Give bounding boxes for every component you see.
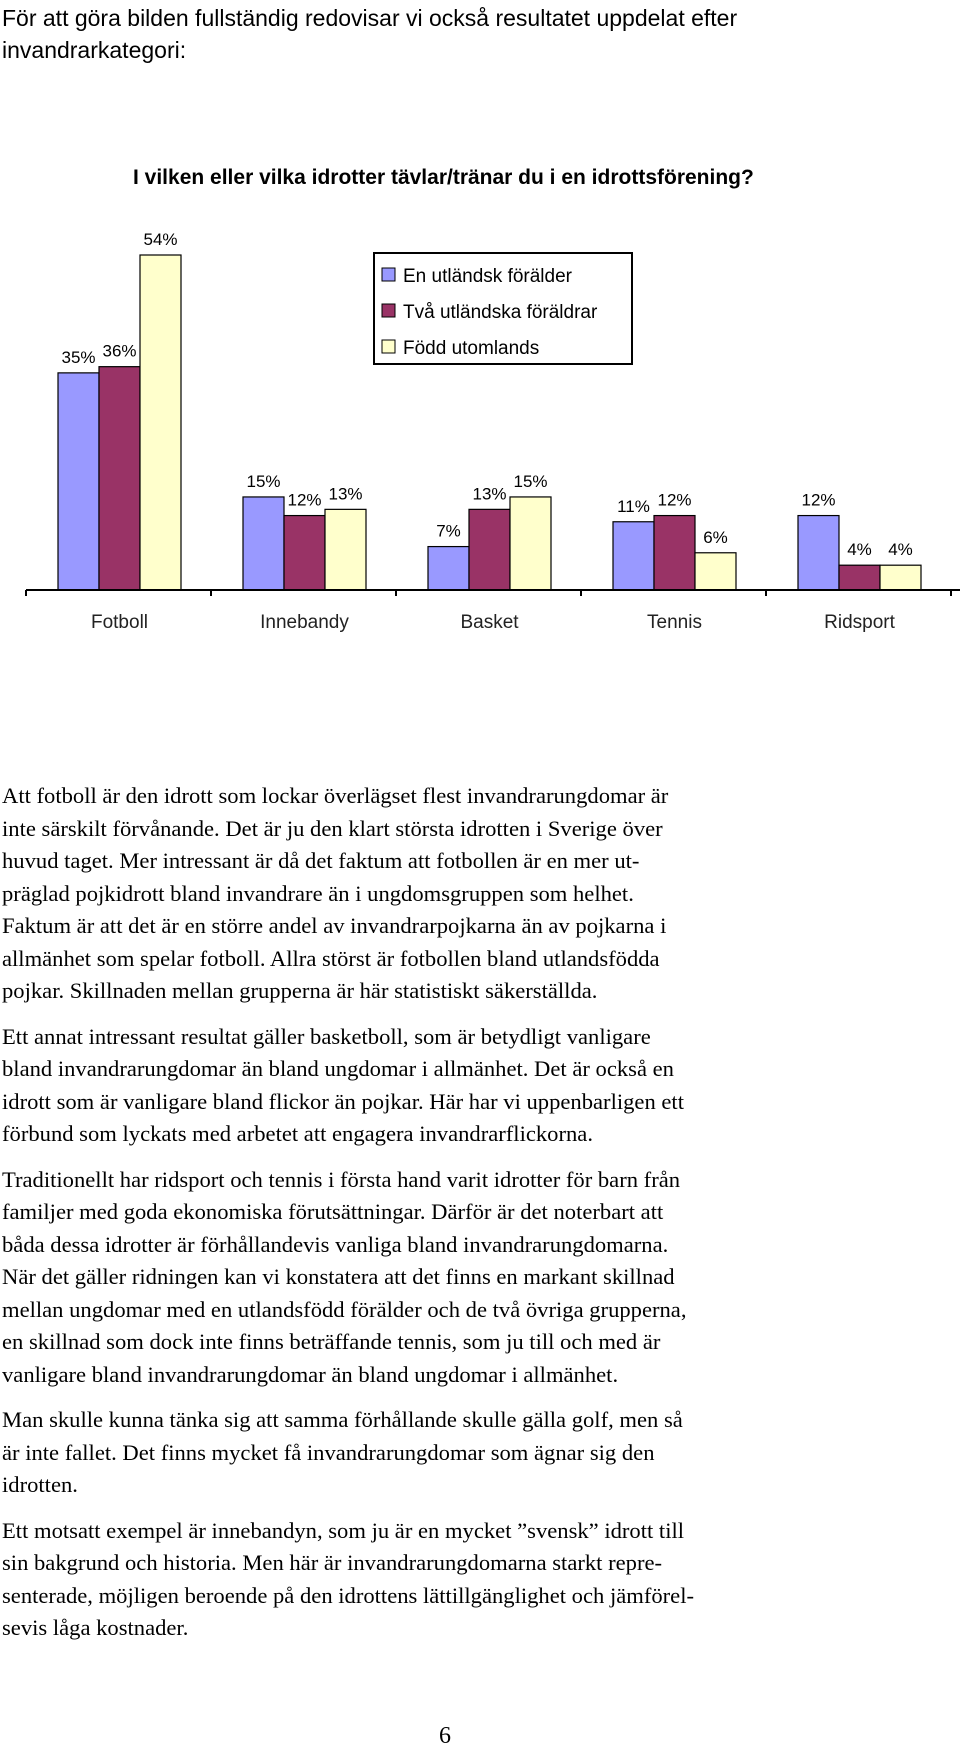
intro-line: invandrarkategori: — [2, 37, 187, 63]
text-line: är inte fallet. Det finns mycket få invandrarungdomar som ägnar sig den — [2, 1439, 655, 1465]
text-line: När det gäller ridningen kan vi konstatera att det finns en markant skillnad — [2, 1264, 675, 1289]
bar-chart — [0, 150, 960, 650]
x-tick-label: Ridsport — [824, 612, 895, 633]
bar — [839, 565, 880, 590]
paragraph — [2, 1164, 852, 1392]
page-number: 6 — [439, 1723, 451, 1749]
x-tick-label: Innebandy — [260, 612, 349, 633]
bar — [798, 516, 839, 590]
text-line: idrotten. — [2, 1472, 78, 1497]
x-axis — [26, 590, 960, 633]
paragraph — [2, 1404, 852, 1502]
bar — [99, 367, 140, 590]
text-line: idrott som är vanligare bland flickor än pojkar. Här har vi uppenbarligen ett — [2, 1088, 684, 1114]
text-line: allmänhet som spelar fotboll. Allra störst är fotbollen bland utlandsfödda — [2, 945, 660, 971]
bar — [243, 497, 284, 590]
text-line: Ett annat intressant resultat gäller basketboll, som är betydligt vanligare — [2, 1023, 651, 1049]
bar — [654, 516, 695, 590]
bar — [695, 553, 736, 590]
text-line: pojkar. Skillnaden mellan grupperna är här statistiskt säkerställda. — [2, 978, 598, 1003]
x-tick-label: Tennis — [647, 612, 702, 633]
value-label: 7% — [436, 521, 461, 541]
intro-text — [2, 2, 902, 66]
bar — [428, 547, 469, 590]
text-line: Man skulle kunna tänka sig att samma förhållande skulle gälla golf, men så — [2, 1407, 683, 1432]
paragraph — [2, 1021, 852, 1151]
text-line: inte särskilt förvånande. Det är ju den klart största idrotten i Sverige över — [2, 815, 663, 841]
text-line: Ett motsatt exempel är innebandyn, som ju är en mycket ”svensk” idrott till — [2, 1517, 685, 1543]
text-line: Att fotboll är den idrott som lockar överlägset flest invandrarungdomar är — [2, 783, 669, 808]
bar — [284, 516, 325, 590]
legend-label: Två utländska föräldrar — [403, 302, 598, 323]
bar — [613, 522, 654, 590]
value-label: 35% — [61, 347, 96, 367]
body-text — [2, 780, 852, 1658]
value-label: 12% — [801, 490, 836, 510]
value-label: 11% — [617, 496, 650, 516]
legend-swatch — [382, 268, 395, 281]
text-line: vanligare bland invandrarungdomar än bland ungdomar i allmänhet. — [2, 1361, 619, 1387]
value-label: 4% — [888, 540, 913, 560]
legend-swatch — [382, 340, 395, 353]
legend — [374, 253, 632, 364]
text-line: senterade, möjligen beroende på den idrottens lättillgänglighet och jämförel- — [2, 1582, 695, 1608]
value-label: 12% — [657, 490, 692, 510]
chart-title: I vilken eller vilka idrotter tävlar/tränar du i en idrottsförening? — [133, 166, 754, 189]
value-label: 54% — [143, 230, 178, 249]
text-line: mellan ungdomar med en utlandsfödd förälder och de två övriga grupperna, — [2, 1296, 687, 1322]
bar — [510, 497, 551, 590]
text-line: präglad pojkidrott bland invandrare än i ungdomsgruppen som helhet. — [2, 880, 634, 906]
value-label: 15% — [246, 471, 281, 491]
text-line: en skillnad som dock inte finns beträffande tennis, som ju till och med är — [2, 1329, 661, 1354]
legend-label: Född utomlands — [403, 338, 540, 359]
bar — [140, 255, 181, 590]
paragraph — [2, 780, 852, 1008]
bar — [58, 373, 99, 590]
bar — [325, 509, 366, 590]
x-tick-label: Basket — [460, 612, 519, 633]
bar — [469, 509, 510, 590]
value-label: 36% — [102, 341, 137, 361]
value-label: 6% — [703, 527, 728, 547]
value-label: 13% — [472, 484, 507, 504]
text-line: familjer med goda ekonomiska förutsättningar. Därför är det noterbart att — [2, 1199, 664, 1224]
bar — [880, 565, 921, 590]
text-line: Traditionellt har ridsport och tennis i första hand varit idrotter för barn från — [2, 1166, 681, 1192]
value-label: 4% — [847, 540, 872, 560]
text-line: bland invandrarungdomar än bland ungdomar i allmänhet. Det är också en — [2, 1056, 674, 1081]
text-line: Faktum är att det är en större andel av invandrarpojkarna än av pojkarna i — [2, 913, 667, 938]
x-tick-label: Fotboll — [90, 612, 149, 633]
text-line: båda dessa idrotter är förhållandevis vanliga bland invandrarungdomarna. — [2, 1231, 669, 1257]
text-line: förbund som lyckats med arbetet att engagera invandrarflickorna. — [2, 1121, 593, 1146]
text-line: huvud taget. Mer intressant är då det faktum att fotbollen är en mer ut- — [2, 848, 640, 873]
text-line: sevis låga kostnader. — [2, 1615, 189, 1640]
legend-swatch — [382, 304, 395, 317]
legend-label: En utländsk förälder — [403, 266, 572, 287]
text-line: sin bakgrund och historia. Men här är invandrarungdomarna starkt repre- — [2, 1550, 663, 1575]
value-label: 12% — [287, 490, 322, 510]
intro-line: För att göra bilden fullständig redovisar vi också resultatet uppdelat efter — [2, 5, 738, 31]
paragraph — [2, 1515, 852, 1645]
value-label: 13% — [328, 484, 363, 504]
value-label: 15% — [513, 471, 548, 491]
